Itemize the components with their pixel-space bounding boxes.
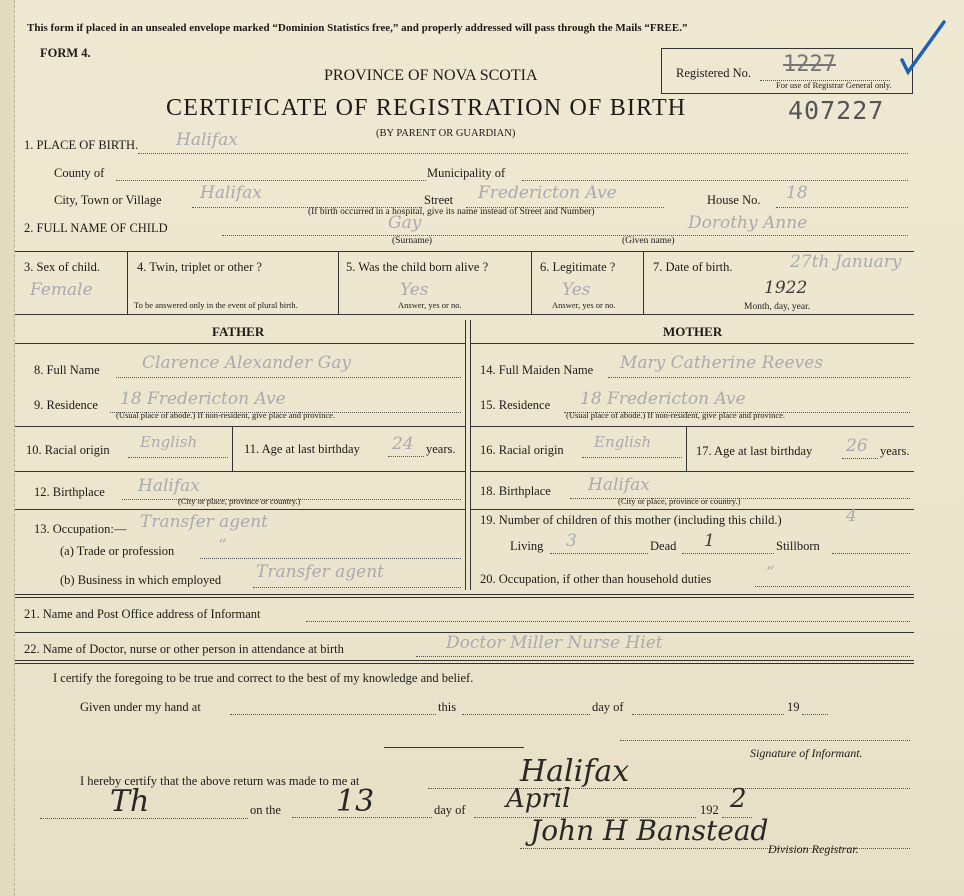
day-of-label-2: day of — [434, 803, 466, 817]
date-of-birth-note: Month, day, year. — [744, 302, 811, 312]
doctor-label: 22. Name of Doctor, nurse or other person in attendance at birth — [24, 642, 344, 656]
father-residence-label: 9. Residence — [34, 398, 98, 412]
mother-age-value: 26 — [846, 436, 868, 456]
registered-number: 1227 — [783, 52, 836, 77]
stillborn-label: Stillborn — [776, 539, 820, 553]
hereby-certify-label: I hereby certify that the above return was made to me at — [80, 774, 360, 788]
trade-value: “ — [218, 536, 227, 556]
date-of-birth-value: 27th January — [790, 252, 902, 272]
dead-label: Dead — [650, 539, 677, 553]
father-age-label: 11. Age at last birthday — [244, 442, 360, 456]
father-racial-origin-label: 10. Racial origin — [26, 443, 110, 457]
mother-name-value: Mary Catherine Reeves — [620, 353, 823, 373]
business-label: (b) Business in which employed — [60, 573, 222, 587]
perforated-edge — [0, 0, 15, 896]
day-of-label: day of — [592, 700, 624, 714]
date-of-birth-label: 7. Date of birth. — [653, 260, 733, 274]
on-the-label: on the — [250, 803, 281, 817]
house-number-value: 18 — [786, 183, 808, 203]
city-label: City, Town or Village — [54, 193, 162, 207]
city-value: Halifax — [200, 183, 262, 203]
mother-residence-label: 15. Residence — [480, 398, 551, 412]
legitimate-label: 6. Legitimate ? — [540, 260, 616, 274]
given-under-label: Given under my hand at — [80, 700, 201, 714]
registration-day-value: 13 — [336, 784, 375, 819]
hospital-note: (If birth occurred in a hospital, give its name instead of Street and Number) — [308, 207, 595, 217]
father-residence-note: (Usual place of abode.) If non-resident, give place and province. — [116, 410, 336, 420]
place-of-birth-value: Halifax — [176, 130, 238, 150]
certificate-title: CERTIFICATE OF REGISTRATION OF BIRTH — [166, 95, 687, 121]
father-heading: FATHER — [212, 324, 265, 339]
mother-heading: MOTHER — [663, 324, 723, 339]
father-birthplace-label: 12. Birthplace — [34, 485, 105, 499]
street-label: Street — [424, 193, 454, 207]
father-name-label: 8. Full Name — [34, 363, 100, 377]
county-label: County of — [54, 166, 105, 180]
certificate-subtitle: (BY PARENT OR GUARDIAN) — [376, 128, 516, 139]
mother-age-years: years. — [880, 444, 910, 458]
mother-birthplace-value: Halifax — [588, 475, 650, 495]
sex-value: Female — [30, 280, 93, 300]
mother-racial-origin-label: 16. Racial origin — [480, 443, 564, 457]
father-birthplace-value: Halifax — [138, 476, 200, 496]
informant-signature-label: Signature of Informant. — [750, 746, 863, 760]
certificate-number: 407227 — [788, 96, 885, 125]
children-count-value: 4 — [846, 506, 857, 526]
mother-birthplace-note: (City or place, province or country.) — [618, 496, 741, 506]
legitimate-value: Yes — [562, 280, 591, 300]
mother-racial-origin-value: English — [594, 433, 652, 451]
twin-label: 4. Twin, triplet or other ? — [137, 260, 262, 274]
business-value: Transfer agent — [256, 562, 385, 582]
twin-note: To be answered only in the event of plural birth. — [134, 300, 298, 310]
child-name-label: 2. FULL NAME OF CHILD — [24, 221, 168, 235]
year-prefix-label: 19 — [787, 700, 800, 714]
registration-weekday-value: Th — [110, 784, 150, 819]
division-registrar-label: Division Registrar. — [768, 842, 859, 856]
mother-residence-value: 18 Fredericton Ave — [580, 389, 746, 409]
trade-label: (a) Trade or profession — [60, 544, 175, 558]
mother-occupation-value: “ — [766, 563, 775, 583]
mother-age-label: 17. Age at last birthday — [696, 444, 813, 458]
registered-label: Registered No. — [676, 66, 751, 80]
father-age-years: years. — [426, 442, 456, 456]
living-label: Living — [510, 539, 544, 553]
dead-value: 1 — [704, 531, 715, 551]
father-age-value: 24 — [392, 434, 414, 454]
father-occupation-value: Transfer agent — [140, 512, 269, 532]
father-occupation-label: 13. Occupation:— — [34, 522, 127, 536]
legitimate-note: Answer, yes or no. — [552, 300, 616, 310]
mother-occupation-label: 20. Occupation, if other than household duties — [480, 572, 712, 586]
check-mark-icon — [898, 18, 946, 78]
form-number: FORM 4. — [40, 46, 91, 60]
registrar-signature: John H Banstead — [530, 814, 769, 847]
registrar-use-note: For use of Registrar General only. — [776, 80, 892, 90]
certification-statement: I certify the foregoing to be true and correct to the best of my knowledge and belief. — [53, 671, 474, 685]
registration-place-value: Halifax — [520, 754, 630, 789]
registration-month-value: April — [506, 784, 571, 814]
street-value: Fredericton Ave — [478, 183, 617, 203]
mother-name-label: 14. Full Maiden Name — [480, 363, 594, 377]
this-label: this — [438, 700, 457, 714]
children-count-label: 19. Number of children of this mother (including this child.) — [480, 513, 782, 527]
given-name-caption: (Given name) — [622, 236, 675, 246]
born-alive-value: Yes — [400, 280, 429, 300]
year-of-birth-value: 1922 — [764, 278, 808, 298]
informant-label: 21. Name and Post Office address of Informant — [24, 607, 261, 621]
father-racial-origin-value: English — [140, 433, 198, 451]
mail-notice: This form if placed in an unsealed envelope marked “Dominion Statistics free,” and properly addressed will pass through the Mails “FREE.” — [27, 22, 688, 34]
doctor-value: Doctor Miller Nurse Hiet — [446, 633, 663, 653]
place-of-birth-label: 1. PLACE OF BIRTH. — [24, 138, 139, 152]
child-given-name-value: Dorothy Anne — [688, 213, 808, 233]
house-number-label: House No. — [707, 193, 761, 207]
father-name-value: Clarence Alexander Gay — [142, 353, 351, 373]
municipality-label: Municipality of — [427, 166, 506, 180]
registration-year-prefix: 192 — [700, 803, 719, 817]
born-alive-label: 5. Was the child born alive ? — [346, 260, 489, 274]
mother-birthplace-label: 18. Birthplace — [480, 484, 551, 498]
child-surname-value: Gay — [388, 213, 422, 233]
province-heading: PROVINCE OF NOVA SCOTIA — [324, 67, 538, 84]
registration-year-digit: 2 — [730, 784, 747, 814]
born-alive-note: Answer, yes or no. — [398, 300, 462, 310]
surname-caption: (Surname) — [392, 236, 433, 246]
father-residence-value: 18 Fredericton Ave — [120, 389, 286, 409]
sex-label: 3. Sex of child. — [24, 260, 101, 274]
living-value: 3 — [566, 531, 577, 551]
mother-residence-note: (Usual place of abode.) If non-resident, give place and province. — [566, 410, 786, 420]
father-birthplace-note: (City or place, province or country.) — [178, 496, 301, 506]
